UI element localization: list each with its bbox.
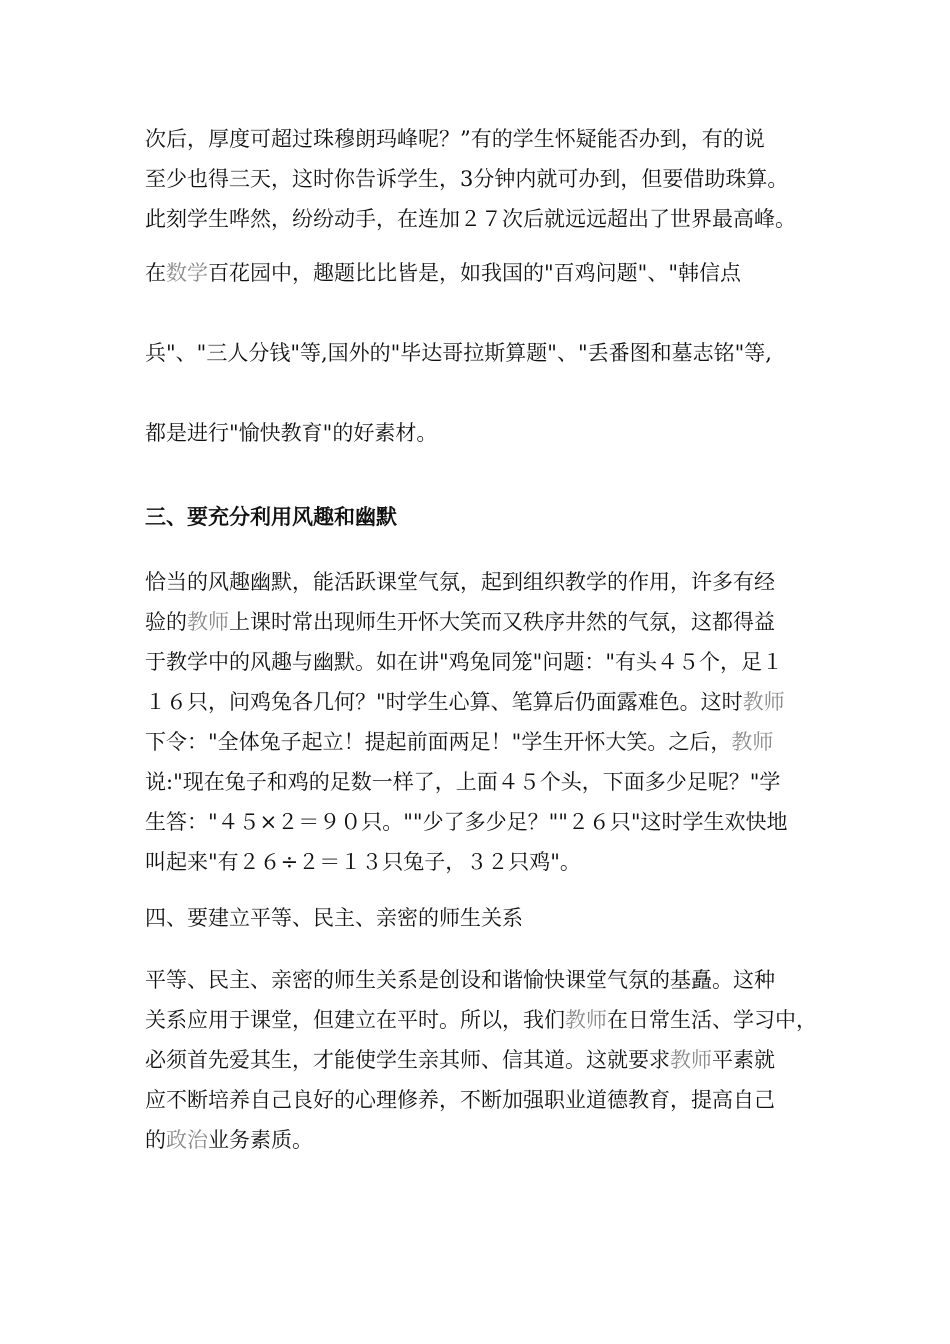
paragraph-zhufeng [145,119,815,239]
link-jiaoshi[interactable]: 教师 [731,730,774,754]
paragraph-quti-line1 [145,253,815,293]
text-span: 上课时常出现师生开怀大笑而又秩序井然的气氛，这都得益 [229,610,775,634]
text-span: １６只，问鸡兔各几何？"时学生心算、笔算后仍面露难色。这时 [145,690,743,714]
text-line: 平等、民主、亲密的师生关系是创设和谐愉快课堂气氛的基矗。这种 [145,968,775,992]
text-span: 关系应用于课堂，但建立在平时。所以，我们 [145,1008,565,1032]
text-line: 恰当的风趣幽默，能活跃课堂气氛，起到组织教学的作用，许多有经 [145,570,775,594]
section-heading-4: 四、要建立平等、民主、亲密的师生关系 [145,906,523,930]
text-span: 在 [145,261,166,285]
link-jiaoshi[interactable]: 教师 [187,610,229,634]
paragraph-quti-line3 [145,413,815,453]
text-span: 的 [145,1128,166,1152]
paragraph-quti-line2 [145,333,815,373]
text-span: 在日常生活、学习中， [607,1008,817,1032]
text-line: 说:"现在兔子和鸡的足数一样了，上面４５个头，下面多少足呢？"学 [145,770,781,794]
text-line [145,1040,815,1080]
text-span: 验的 [145,610,187,634]
text-span: 兵"、"三人分钱"等,国外的"毕达哥拉斯算题"、"丢番图和墓志铭"等, [145,341,772,365]
text-span: 平素就 [712,1048,775,1072]
text-line [145,1120,815,1160]
link-zhengzhi[interactable]: 政治 [166,1128,208,1152]
text-line: 此刻学生哗然，纷纷动手，在连加２７次后就远远超出了世界最高峰。 [145,207,796,231]
text-line [145,602,815,642]
text-span: 下令："全体兔子起立！提起前面两足！"学生开怀大笑。之后， [145,730,732,754]
text-span: 百花园中，趣题比比皆是，如我国的"百鸡问题"、"韩信点 [208,261,741,285]
text-line [145,1000,815,1040]
text-span: 业务素质。 [208,1128,313,1152]
text-line: 叫起来"有２６÷２＝１３只兔子，３２只鸡"。 [145,850,581,874]
text-line [145,722,815,762]
link-jiaoshi[interactable]: 教师 [565,1008,607,1032]
text-span: 都是进行"愉快教育"的好素材。 [145,421,438,445]
section-heading-3: 三、要充分利用风趣和幽默 [145,504,397,529]
text-line: 至少也得三天，这时你告诉学生，3分钟内就可办到，但要借助珠算。 [145,167,789,191]
text-line: 于教学中的风趣与幽默。如在讲"鸡兔同笼"问题："有头４５个，足１ [145,650,783,674]
text-line: 生答："４５×２＝９０只。""少了多少足？""２６只"这时学生欢快地 [145,810,788,834]
text-line: 应不断培养自己良好的心理修养，不断加强职业道德教育，提高自己 [145,1088,775,1112]
link-jiaoshi[interactable]: 教师 [742,690,785,714]
link-shuxue[interactable]: 数学 [166,261,208,285]
link-jiaoshi[interactable]: 教师 [670,1048,712,1072]
paragraph-relationship [145,960,815,1160]
text-line: 次后，厚度可超过珠穆朗玛峰呢？”有的学生怀疑能否办到，有的说 [145,127,765,151]
text-line [145,682,815,722]
paragraph-humor [145,562,815,882]
text-span: 必须首先爱其生，才能使学生亲其师、信其道。这就要求 [145,1048,670,1072]
